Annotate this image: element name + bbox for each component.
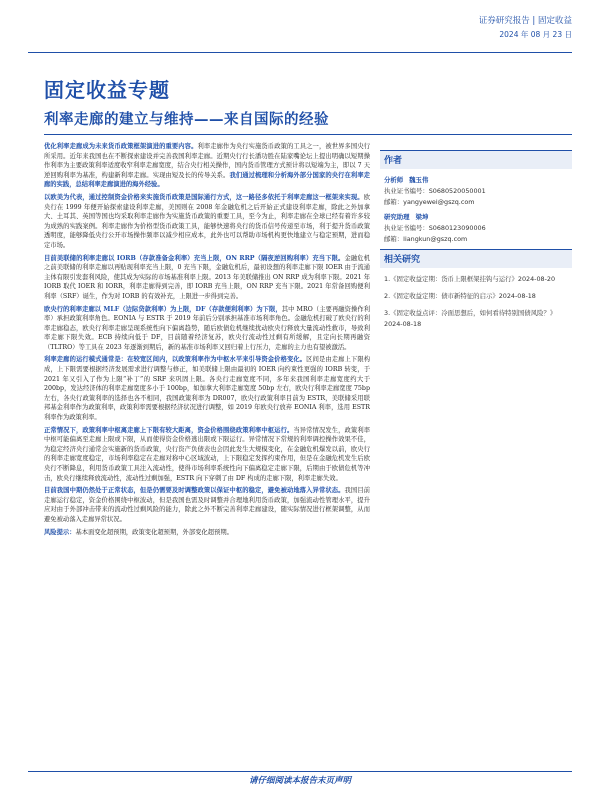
report-date: 2024 年 08 月 23 日 xyxy=(499,30,572,39)
license-label: 执业证书编号： xyxy=(384,224,429,232)
summary-paragraph xyxy=(44,355,370,422)
paragraph-text: 我国目前走廊运行稳定，资金价格围绕中枢波动，但是我国也需及时调整并合理地利用货币政策，加强流动性管理水平，提升应对由于外部冲击带来的流动性过剩风险的能力，除此之外不断完善利率走廊建设，随实际情况进行框架调整，从而避免被动落入走廊异常状况。 xyxy=(44,487,370,523)
paragraph-highlight: 正常情况下，政策利率中枢离走廊上下限有较大距离，资金价格围绕政策利率中枢运行。 xyxy=(44,426,294,434)
footer-divider xyxy=(28,771,572,772)
report-subtitle: 利率走廊的建立与维持——来自国际的经验 xyxy=(44,112,329,128)
author-name: 梁坤 xyxy=(415,213,429,221)
related-section-title: 相关研究 xyxy=(380,249,572,268)
paragraph-text: 利率走廊作为央行实施货币政策的工具之一，被世界多国央行所采用。近年来我国也在不断探索建设并完善我国利率走廊。近期央行行长潘功胜在陆家嘴论坛上提出明确以短期操作利率为主要政策利率适度收窄利率走廊宽度，结合央行相关操作，国内货币管理方式预计将以短端为主，即以 7 天逆回购利率为基准，构建新利率走廊。实现由短及长的传导关系。 xyxy=(44,143,370,179)
author-email[interactable]: yangyewei@gszq.com xyxy=(403,198,475,206)
sidebar xyxy=(380,150,572,336)
paragraph-text: 金融危机之前美联储的利率走廊以再贴现利率充当上限，0 充当下限，金融危机后，最初设想的利率走廊下限 IOER 由于流通主体有限引发套利风险，使其成为实际的市场基准利率上限。2013 年美联储推出 ON RRP 成为利率下限。2021 年 IORB 取代 IOER 和 IORR，利率走廊得到完善，即 IORB 充当上限，ON RRP 充当下限。2021 年常备回购便利利率（SRF）诞生，作为对 IORB 的有效补充，上限进一步得到完善。 xyxy=(44,254,370,300)
author-email-row xyxy=(384,234,568,245)
author-license: S0680123090006 xyxy=(428,224,486,232)
author-license: S0680520050001 xyxy=(428,187,486,195)
author-email[interactable]: liangkun@gszq.com xyxy=(403,235,468,243)
related-item[interactable]: 3.《固定收益点评：冷面思想后，如何看待特别国债风险？》2024-08-18 xyxy=(384,309,557,328)
paragraph-highlight: 利率走廊的运行模式通常是：在较宽区间内，以政策利率作为中枢水平来引导资金价格变化。 xyxy=(44,356,307,364)
license-label: 执业证书编号： xyxy=(384,187,429,195)
summary-paragraph xyxy=(44,305,370,353)
author-license-row xyxy=(384,223,568,234)
report-title: 固定收益专题 xyxy=(44,78,170,102)
summary-paragraph xyxy=(44,254,370,302)
paragraph-highlight: 我们通过梳理和分析海外部分国家的央行在利率走廊的实践，总结利率走廊演进的海外经验。 xyxy=(44,171,370,189)
related-list xyxy=(380,268,572,330)
report-category: 证券研究报告 | 固定收益 xyxy=(478,16,572,26)
email-label: 邮箱： xyxy=(384,198,404,206)
author-license-row xyxy=(384,186,568,197)
summary-paragraph xyxy=(44,193,370,251)
author-role-row xyxy=(384,175,568,186)
summary-paragraph xyxy=(44,426,370,484)
author-role: 分析师 xyxy=(384,176,404,184)
header-divider xyxy=(28,52,572,53)
risk-warning-text: 基本面变化超预期，政策变化超预期，外部变化超预期。 xyxy=(75,528,233,536)
author-role-row xyxy=(384,212,568,223)
authors-list xyxy=(380,169,572,249)
footer-disclaimer: 请仔细阅读本报告末页声明 xyxy=(248,776,351,786)
paragraph-highlight: 欧央行的利率走廊以 MLF（边际贷款利率）为上限，DF（存款便利利率）为下限， xyxy=(44,305,282,313)
title-divider xyxy=(44,134,572,135)
paragraph-text: 欧央行在 1999 年便开始探索建设利率走廊，美国则在 2008 年金融危机之后开始正式建设利率走廊，除此之外加拿大、土耳其、英国等国也均采取利率走廊作为实施货币政策的重要工具，至今为止，利率走廊在全球已经有着许多较为成熟的实践案例。利率走廊作为价格型货币政策工具，能够快速将央行的货币信号传递至市场，利于提升货币政策透明度，能够降低央行公开市场操作频率以减少相应成本，此外也可以帮助市场机构更快地建立与稳定预期，进而稳定市场。 xyxy=(44,193,370,249)
risk-warning-label: 风险提示： xyxy=(44,528,76,536)
paragraph-highlight: 以欧美为代表，通过控制资金价格来实施货币政策是国际通行方式，这一路径多依托于利率走廊这一框架来实现。 xyxy=(44,193,364,201)
related-item[interactable]: 2.《固定收益定期：债市新特征的启示》2024-08-18 xyxy=(384,292,536,300)
author-email-row xyxy=(384,197,568,208)
related-item[interactable]: 1.《固定收益定期：货币上限框架挂钩与运行》2024-08-20 xyxy=(384,275,556,283)
risk-warning xyxy=(44,528,370,538)
summary-column xyxy=(44,142,370,770)
author-name: 魏玉伟 xyxy=(409,176,429,184)
paragraph-highlight: 目前我国中期仍然处于正常状态，但是仍需要及时调整政策以保证中枢的稳定，避免被动地落入异常状态。 xyxy=(44,487,345,495)
paragraph-highlight: 优化利率走廊成为未来货币政策框架演进的重要内容。 xyxy=(44,143,198,150)
paragraph-highlight: 目前美联储的利率走廊以 IORB（存款准备金利率）充当上限，ON RRP（隔夜逆回购利率）充当下限。 xyxy=(44,254,345,262)
report-header xyxy=(479,14,572,40)
email-label: 邮箱： xyxy=(384,235,404,243)
paragraph-text: 区间是由走廊上下限构成，上下限需要根据经济发展需求进行调整与修正，如美联储上限由最初的 IOER 向约束性更强的 IORB 转变，于 2021 年又引入了作为上限“补丁”的 SRF 来巩固上限。各央行走廊宽度不同，多年来我国利率走廊宽度约大于 200bp，发达经济体的利率走廊宽度多小于 100bp，如加拿大利率走廊宽度 50bp 左右，欧央行利率走廊宽度 75bp 左右，各央行政策利率的选择也各不相同，我国政策利率为 DR007，欧央行政策利率目前为 ESTR，美联储采用联邦基金利率作为政策利率，政策利率需要根据经济状况进行调整，如 2019 年欧央行放弃 EONIA 利率，选用 ESTR 利率作为政策利率。 xyxy=(44,356,370,422)
paragraph-text: 其中 MRO（主要再融资操作利率）承担政策利率角色。EONIA 与 ESTR 于 2019 年前后分别承担基准市场利率角色。金融危机打破了欧央行的利率走廊稳态，欧央行利率走廊呈现系统性向下偏离趋势，随后欧债危机继续扰动欧央行释放大量流动性救市，导致利率走廊下限失效。ECB 持续向低于 DF，目前随着经济复苏，欧央行流动性过剩有所缓解，且定向长期再融资（TLTRO）等工具在 2023 年逐渐到期后，新的基准市场利率又回归着上行压力，走廊的主力也有望被激活。 xyxy=(44,305,370,351)
paragraph-text: 当异常情况发生，政策利率中枢可能偏离至走廊上限或下限，从而使得资金价格逃出限或下限运行。异常情况下常规的利率调控操作效果不佳，为稳定经济央行通常会实施新的货币政策，央行资产负债表也会因此发生大规模变化，在金融危机爆发以前，欧央行的利率走廊宽度稳定，市场利率稳定在走廊对称中心区域波动，上下限稳定发挥约束作用，但是在金融危机发生后欧央行不断降息，利用货币政策工具注入流动性，使得市场利率系统性向下偏离稳定走廊下限，后期由于欧债危机等冲击，欧央行继续释放流动性，流动性过剩加强，ESTR 向下穿刺了由 DF 构成的走廊下限，利率走廊失效。 xyxy=(44,426,370,482)
author-role: 研究助理 xyxy=(384,213,410,221)
summary-paragraph xyxy=(44,486,370,524)
authors-section-title: 作者 xyxy=(380,150,572,169)
summary-paragraph xyxy=(44,142,370,190)
